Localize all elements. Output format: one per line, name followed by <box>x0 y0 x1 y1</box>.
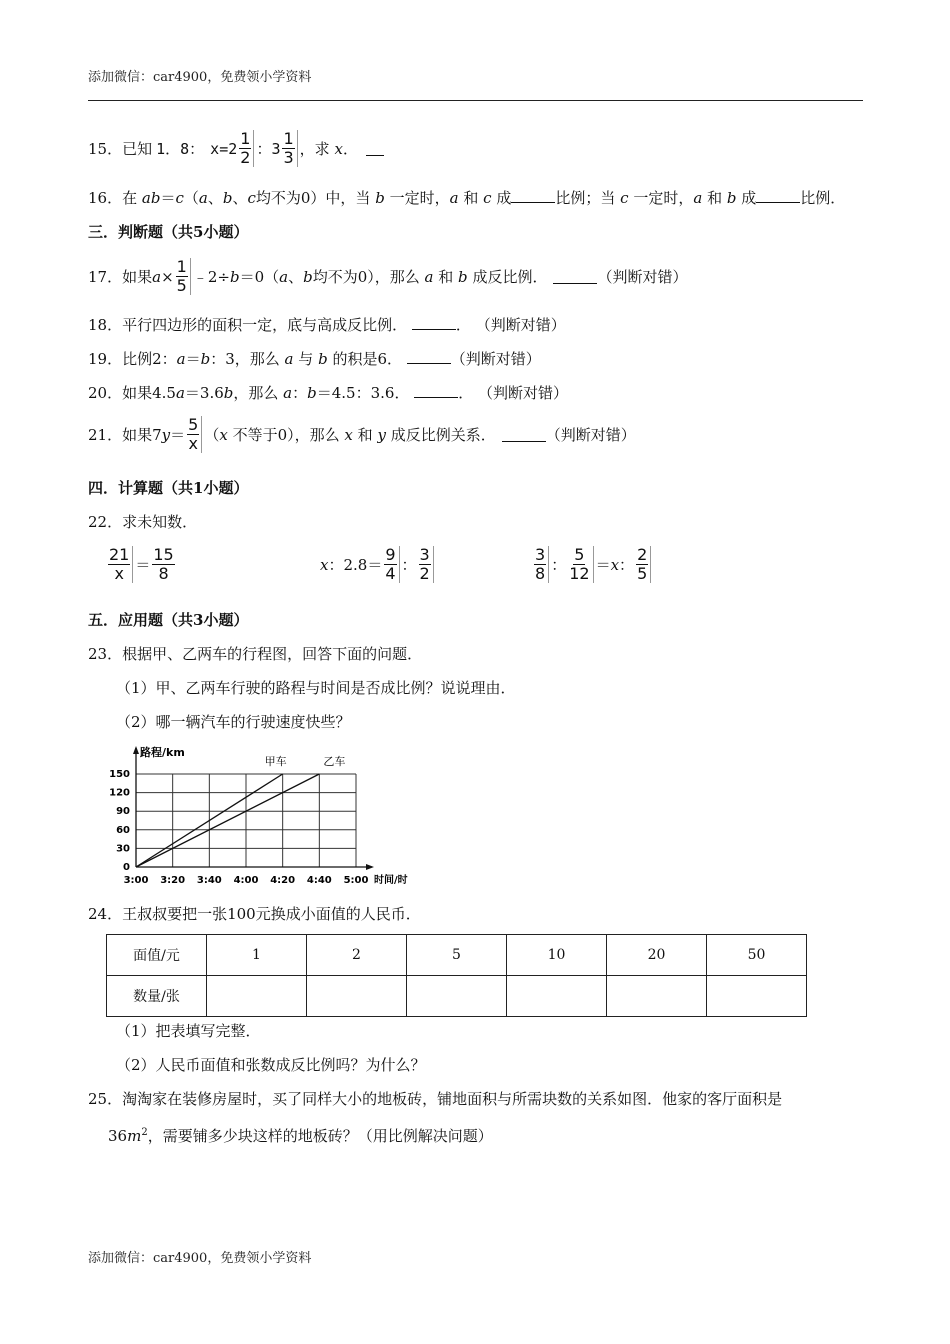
header-note: 添加微信：car4900，免费领小学资料 <box>88 70 312 85</box>
fraction-1-3: $\frac{1}{3}$ <box>282 130 297 167</box>
section-3-title: 三．判断题（共5小题） <box>88 223 249 241</box>
series-label: 甲车 <box>264 755 287 768</box>
q24-sub-2: （2）人民币面值和张数成反比例吗？为什么？ <box>116 1056 426 1074</box>
table-cell: 50 <box>707 935 807 976</box>
answer-blank[interactable] <box>414 383 458 398</box>
table-header-cell: 面值/元 <box>107 935 207 976</box>
question-21: 21． 如果7 y ＝ $\frac{5}{x}$ （ x 不等于0），那么 x 和 y 成反比例关系． （判断对错） <box>88 415 636 453</box>
table-row <box>107 976 807 1017</box>
question-19: 19．比例2：a＝b：3，那么 a 与 b 的积是6． （判断对错） <box>88 350 541 368</box>
x-axis-label: 时间/时 <box>374 875 408 886</box>
x-tick-label: 4:00 <box>233 875 259 886</box>
table-header-cell: 数量/张 <box>107 976 207 1017</box>
fraction-1-2: $\frac{1}{2}$ <box>239 130 254 167</box>
answer-blank[interactable] <box>756 188 800 203</box>
table-row <box>107 935 807 976</box>
answer-blank[interactable] <box>366 141 384 156</box>
table-cell: 2 <box>307 935 407 976</box>
answer-blank[interactable] <box>502 427 546 442</box>
question-16: 16．在 ab＝c（a、b、c均不为0）中，当 b 一定时，a 和 c 成 比例；当 c 一定时，a 和 b 成 比例． <box>88 189 846 207</box>
y-axis-label: 路程/km <box>140 746 185 759</box>
table-input-cell[interactable] <box>507 976 607 1017</box>
question-25: 25．淘淘家在装修房屋时，买了同样大小的地板砖，铺地面积与所需块数的关系如图．他家的客厅面积是 <box>88 1090 783 1108</box>
y-tick-label: 0 <box>123 862 130 873</box>
equation-3: $\frac{3}{8}$ ： $\frac{5}{12}$ ＝ x ： $\frac{2}{5}$ <box>532 546 653 583</box>
table-input-cell[interactable] <box>407 976 507 1017</box>
y-tick-label: 150 <box>109 769 130 780</box>
x-tick-label: 4:20 <box>270 875 296 886</box>
question-22: 22．求未知数． <box>88 513 198 531</box>
question-23: 23．根据甲、乙两车的行程图，回答下面的问题． <box>88 645 423 663</box>
header-rule <box>88 100 863 101</box>
fraction-1-5: $\frac{1}{5}$ <box>176 258 191 295</box>
table-cell: 20 <box>607 935 707 976</box>
x-tick-label: 5:00 <box>343 875 369 886</box>
y-tick-label: 30 <box>116 843 130 855</box>
x-tick-label: 3:00 <box>123 875 149 886</box>
y-tick-label: 60 <box>116 824 130 836</box>
section-5-title: 五．应用题（共3小题） <box>88 611 249 629</box>
table-cell: 10 <box>507 935 607 976</box>
answer-blank[interactable] <box>407 349 451 364</box>
y-tick-label: 120 <box>109 787 130 799</box>
equation-1: $\frac{21}{x}$ ＝ $\frac{15}{8}$ <box>109 545 174 583</box>
table-input-cell[interactable] <box>707 976 807 1017</box>
table-cell: 5 <box>407 935 507 976</box>
y-tick-label: 90 <box>116 806 130 818</box>
series-label: 乙车 <box>323 755 346 768</box>
question-25-line-2: $36m^2$，需要铺多少块这样的地板砖？（用比例解决问题） <box>108 1127 493 1145</box>
equation-2: x ：2.8＝ $\frac{9}{4}$ ： $\frac{3}{2}$ <box>320 546 436 583</box>
q23-sub-2: （2）哪一辆汽车的行驶速度快些？ <box>116 713 351 731</box>
table-input-cell[interactable] <box>207 976 307 1017</box>
fraction-5-x: $\frac{5}{x}$ <box>187 416 202 453</box>
section-4-title: 四．计算题（共1小题） <box>88 479 249 497</box>
q24-sub-1: （1）把表填写完整． <box>116 1022 261 1040</box>
answer-blank[interactable] <box>553 269 597 284</box>
footer-note: 添加微信：car4900，免费领小学资料 <box>88 1251 312 1266</box>
denomination-table <box>106 934 807 1017</box>
question-17: 17． 如果 a × $\frac{1}{5}$ ﹣2÷ b ＝0（ a 、 b 均不为0），那么 a 和 b 成反比例． （判断对错） <box>88 257 688 295</box>
question-20: 20．如果4.5a＝3.6b，那么 a：b＝4.5：3.6． ． （判断对错） <box>88 384 569 402</box>
distance-time-chart <box>106 742 416 888</box>
answer-blank[interactable] <box>412 315 456 330</box>
q23-sub-1: （1）甲、乙两车行驶的路程与时间是否成比例？说说理由． <box>116 679 516 697</box>
table-input-cell[interactable] <box>607 976 707 1017</box>
question-24: 24．王叔叔要把一张100元换成小面值的人民币． <box>88 905 421 923</box>
question-18: 18．平行四边形的面积一定，底与高成反比例． ． （判断对错） <box>88 316 566 334</box>
answer-blank[interactable] <box>511 188 555 203</box>
question-15: 15． 已知 1．8： x=2 $\frac{1}{2}$ ：3 $\frac{1}{3}$ ，求 x ． <box>88 130 384 167</box>
table-cell: 1 <box>207 935 307 976</box>
x-tick-label: 3:20 <box>160 875 186 886</box>
table-input-cell[interactable] <box>307 976 407 1017</box>
x-tick-label: 3:40 <box>196 875 222 886</box>
x-tick-label: 4:40 <box>306 875 332 886</box>
